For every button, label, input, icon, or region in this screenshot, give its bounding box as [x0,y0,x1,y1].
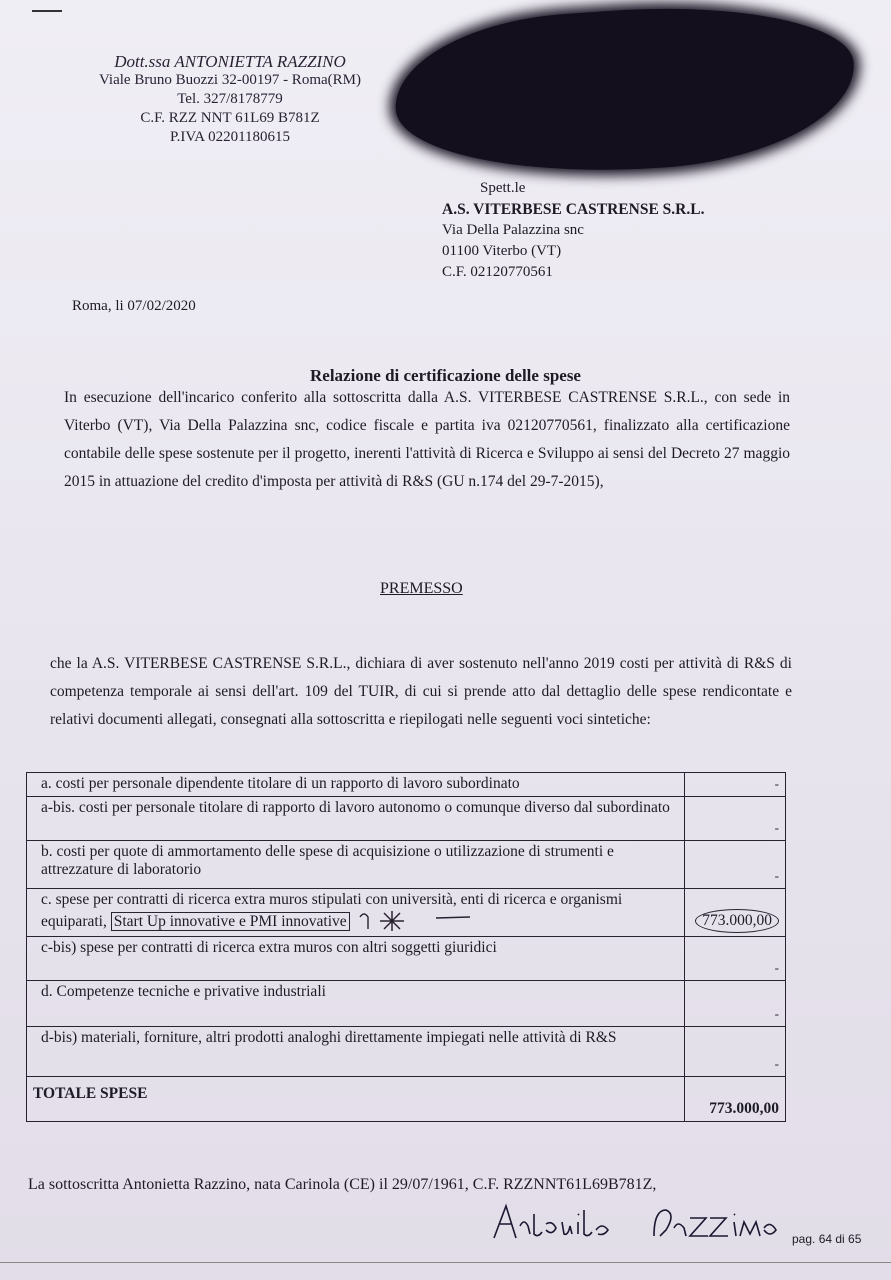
page-number: pag. 64 di 65 [792,1232,862,1246]
expense-label: a-bis. costi per personale titolare di rapporto di lavoro autonomo o comunque diverso dal subordinato [27,797,685,841]
redaction-scribble [390,0,860,186]
expense-label-part1: c. spese per contratti di ricerca extra muros stipulati con università, enti di ricerca e organismi equiparati, [41,891,623,930]
expense-label: d-bis) materiali, forniture, altri prodotti analoghi direttamente impiegati nelle attività di R&S [27,1027,685,1077]
closing-line: La sottoscritta Antonietta Razzino, nata Carinola (CE) il 29/07/1961, C.F. RZZNNT61L69B781Z, [28,1176,657,1193]
table-row [27,841,786,889]
recipient-street: Via Della Palazzina snc [442,222,584,238]
table-row [27,797,786,841]
expense-amount: - [685,797,786,841]
expense-label-highlighted: Start Up innovative e PMI innovative [111,912,350,931]
recipient-cf: C.F. 02120770561 [442,264,553,280]
handwritten-asterisk-mark [358,909,478,931]
recipient-block [442,178,704,283]
table-row [27,889,786,937]
expense-amount: - [685,773,786,797]
handwritten-signature [488,1200,778,1250]
total-row [27,1077,786,1122]
expense-label: b. costi per quote di ammortamento delle spese di acquisizione o utilizzazione di strumenti e attrezzature di laboratorio [27,841,685,889]
expense-label: c-bis) spese per contratti di ricerca extra muros con altri soggetti giuridici [27,937,685,981]
intro-paragraph: In esecuzione dell'incarico conferito alla sottoscritta dalla A.S. VITERBESE CASTRENSE S.R.L., con sede in Viterbo (VT), Via Della Palazzina snc, codice fiscale e partita iva 02120770561, finalizzato alla certificazione contabile delle spese sostenute per il progetto, inerenti l'attività di Ricerca e Sviluppo ai sensi del Decreto 27 maggio 2015 in attuazione del credito d'imposta per attività di R&S (GU n.174 del 29-7-2015), [64,389,790,490]
recipient-city: 01100 Viterbo (VT) [442,243,562,259]
expense-amount [685,889,786,937]
corner-mark [32,10,62,12]
expenses-table [26,772,786,1122]
total-label: TOTALE SPESE [27,1077,685,1122]
expense-amount: - [685,981,786,1027]
recipient-company: A.S. VITERBESE CASTRENSE S.R.L. [442,201,705,218]
letterhead-phone: Tel. 327/8178779 [177,91,283,107]
bottom-rule [0,1262,891,1263]
recipient-salutation: Spett.le [480,180,526,196]
circled-amount: 773.000,00 [695,909,779,933]
expense-amount: - [685,937,786,981]
expense-amount: - [685,1027,786,1077]
document-date: Roma, li 07/02/2020 [72,298,196,314]
letterhead [40,52,420,147]
table-row [27,981,786,1027]
expense-amount: - [685,841,786,889]
premesso-heading: PREMESSO [380,580,463,597]
premise-paragraph: che la A.S. VITERBESE CASTRENSE S.R.L., dichiara di aver sostenuto nell'anno 2019 costi per attività di R&S di competenza temporale ai sensi dell'art. 109 del TUIR, di cui si prende atto dal dettaglio delle spese rendicontate e relativi documenti allegati, consegnati alla sottoscritta e riepilogati nelle seguenti voci sintetiche: [50,655,792,728]
table-row [27,773,786,797]
letterhead-name: Dott.ssa ANTONIETTA RAZZINO [114,52,346,71]
expense-label [27,889,685,937]
expense-label: d. Competenze tecniche e privative industriali [27,981,685,1027]
table-row [27,937,786,981]
table-row [27,1027,786,1077]
letterhead-address: Viale Bruno Buozzi 32-00197 - Roma(RM) [99,72,361,88]
letterhead-piva: P.IVA 02201180615 [169,129,291,145]
letterhead-cf: C.F. RZZ NNT 61L69 B781Z [140,110,320,126]
document-title: Relazione di certificazione delle spese [310,366,581,385]
total-amount: 773.000,00 [685,1077,786,1122]
expense-label: a. costi per personale dipendente titolare di un rapporto di lavoro subordinato [27,773,685,797]
